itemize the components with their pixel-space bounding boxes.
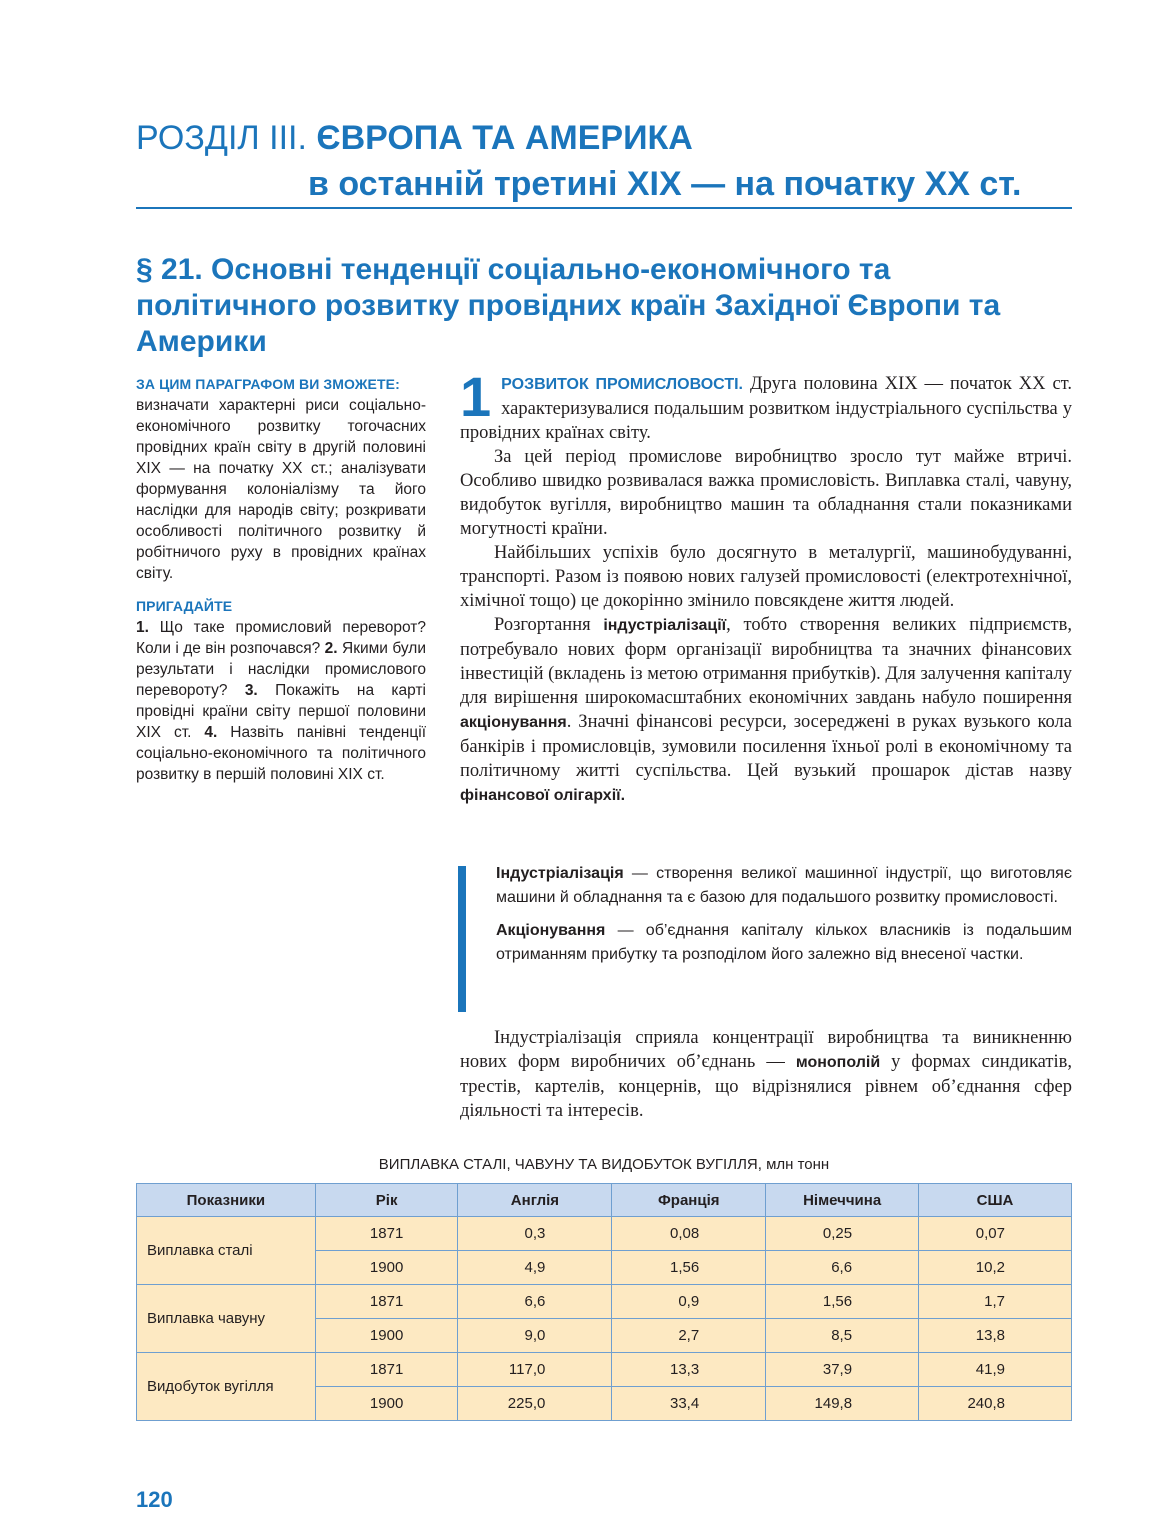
definition-text: — створення великої машинної індустрії, що виготовляє машини й обладнання та є базою для подальшого розвитку промисловості. [496, 865, 1072, 906]
definitions-bar [458, 866, 466, 1012]
cell-year: 1871 [315, 1285, 458, 1319]
term-financial-oligarchy: фінансової олігархії. [460, 787, 626, 804]
chapter-divider [136, 207, 1072, 209]
header-france: Франція [612, 1184, 766, 1217]
table-row [137, 1285, 1072, 1319]
definition-text: — об’єднання капіталу кількох власників із подальшим отриманням прибутку та розподілом його залежно від внесеної частки. [496, 922, 1072, 963]
cell-value: 6,6 [766, 1251, 919, 1285]
table-row [137, 1353, 1072, 1387]
paragraph-5 [460, 1026, 1072, 1123]
cell-value: 33,4 [612, 1387, 766, 1421]
cell-year: 1900 [315, 1387, 458, 1421]
table-header-row [137, 1184, 1072, 1217]
text-run: , тобто створення великих підприємств, потребувало нових форм організації виробництва та значних фінансових інвестицій (вкладень із метою отримання прибутків). Для залучення капіталу для вирішення широкомасштабних економічних завдань набуло поширення [460, 615, 1073, 708]
goals-heading: ЗА ЦИМ ПАРАГРАФОМ ВИ ЗМОЖЕТЕ: [136, 376, 400, 392]
term-shareholding: акціонування [460, 714, 567, 731]
recall-num: 1. [136, 619, 149, 636]
header-indicator: Показники [137, 1184, 316, 1217]
paragraph-1-text: Друга половина ХІХ — початок ХХ ст. характеризувалися подальшим розвитком індустріального суспільства у провідних країнах світу. [460, 374, 1072, 443]
term-industrialization: індустріалізації [603, 617, 727, 634]
recall-question: Назвіть панівні тенденції соціально-економічного та політичного розвитку в першій половині ХІХ ст. [136, 724, 426, 783]
cell-value: 1,56 [612, 1251, 766, 1285]
recall-block [136, 596, 426, 785]
cell-value: 4,9 [458, 1251, 612, 1285]
cell-value: 0,9 [612, 1285, 766, 1319]
chapter-title-line1 [136, 118, 1076, 158]
text-run: Розгортання [494, 615, 604, 635]
cell-value: 0,07 [919, 1217, 1072, 1251]
recall-num: 2. [324, 640, 338, 657]
paragraph-title: § 21. Основні тенденції соціально-економічного та політичного розвитку провідних країн Західної Європи та Америки [136, 253, 1001, 358]
row-label: Видобуток вугілля [137, 1353, 316, 1421]
goals-text: визначати характерні риси соціально-економічного розвитку тогочасних провідних країн світу в другій половині ХІХ — на початку ХХ ст.; аналізувати формування колоніалізму та його наслідки для народів світу; розкривати особливості політичного розвитку й робітничого руху в провідних країнах світу. [136, 397, 426, 582]
text-run: . Значні фінансові ресурси, зосереджені в руках вузького кола банкірів і промисловців, зумовили посилення їхньої ролі в економічному та політичному житті суспільства. Цей вузький прошарок дістав назву [460, 712, 1072, 781]
cell-value: 1,56 [766, 1285, 919, 1319]
cell-year: 1871 [315, 1353, 458, 1387]
goals-block [136, 374, 426, 584]
paragraph-2: За цей період промислове виробництво зросло тут майже втричі. Особливо швидко розвивалася важка промисловість. Виплавка сталі, чавуну, видобуток вугілля, виробництво машин та обладнання стали показниками могутності країни. [460, 447, 1072, 539]
main-text-continued [460, 1026, 1072, 1123]
cell-value: 0,08 [612, 1217, 766, 1251]
page-number: 120 [136, 1487, 173, 1512]
cell-year: 1900 [315, 1251, 458, 1285]
paragraph-4 [460, 613, 1072, 808]
cell-year: 1871 [315, 1217, 458, 1251]
section-heading: РОЗВИТОК ПРОМИСЛОВОСТІ. [501, 376, 743, 393]
header-year: Рік [315, 1184, 458, 1217]
cell-value: 8,5 [766, 1319, 919, 1353]
sidebar [136, 374, 426, 785]
paragraph-3: Найбільших успіхів було досягнуто в металургії, машинобудуванні, транспорті. Разом із появою нових галузей промисловості (електротехнічної, хімічної тощо) це докорінно змінило повсякдене життя людей. [460, 543, 1072, 611]
header-usa: США [919, 1184, 1072, 1217]
recall-num: 4. [204, 724, 218, 741]
table-row [137, 1217, 1072, 1251]
cell-value: 0,25 [766, 1217, 919, 1251]
text-run: у формах синдикатів, трестів, картелів, концернів, що відрізнялися рівнем об’єднання сфер діяльності та інтересів. [460, 1052, 1072, 1121]
table-caption: ВИПЛАВКА СТАЛІ, ЧАВУНУ ТА ВИДОБУТОК ВУГІЛЛЯ, млн тонн [378, 1156, 830, 1173]
definitions-box [458, 862, 1072, 976]
recall-question: Покажіть на карті провідні країни світу першої половини ХІХ ст. [136, 682, 426, 741]
cell-value: 13,8 [919, 1319, 1072, 1353]
cell-value: 149,8 [766, 1387, 919, 1421]
chapter-prefix: РОЗДІЛ III. [136, 119, 317, 157]
recall-question: Якими були результати і наслідки промислового перевороту? [136, 640, 426, 699]
cell-value: 10,2 [919, 1251, 1072, 1285]
definition [496, 862, 1072, 910]
cell-value: 13,3 [612, 1353, 766, 1387]
recall-num: 3. [244, 682, 258, 699]
cell-value: 1,7 [919, 1285, 1072, 1319]
cell-value: 0,3 [458, 1217, 612, 1251]
cell-value: 37,9 [766, 1353, 919, 1387]
cell-value: 117,0 [458, 1353, 612, 1387]
chapter-subtitle: в останній третині ХІХ — на початку ХХ ст. [308, 165, 1022, 203]
recall-questions [136, 617, 426, 785]
main-text [460, 365, 1073, 808]
production-table [136, 1183, 1072, 1421]
text-run: Індустріалізація сприяла концентрації виробництва та виникненню нових форм виробничих об’єднань — [460, 1028, 1072, 1072]
header-england: Англія [458, 1184, 612, 1217]
definition-term: Індустріалізація [496, 865, 624, 882]
term-monopolies: монополій [795, 1054, 881, 1071]
header-germany: Німеччина [766, 1184, 919, 1217]
recall-question: Що таке промисловий переворот? Коли і де він розпочався? [136, 619, 426, 657]
paragraph-1 [460, 365, 1072, 445]
cell-year: 1900 [315, 1319, 458, 1353]
row-label: Виплавка чавуну [137, 1285, 316, 1353]
cell-value: 41,9 [919, 1353, 1072, 1387]
definition [496, 919, 1072, 967]
recall-heading: ПРИГАДАЙТЕ [136, 598, 233, 614]
cell-value: 2,7 [612, 1319, 766, 1353]
cell-value: 225,0 [458, 1387, 612, 1421]
chapter-header [136, 118, 1076, 204]
definition-term: Акціонування [496, 922, 606, 939]
row-label: Виплавка сталі [137, 1217, 316, 1285]
cell-value: 9,0 [458, 1319, 612, 1353]
cell-value: 6,6 [458, 1285, 612, 1319]
chapter-title: ЄВРОПА ТА АМЕРИКА [316, 119, 693, 157]
section-number: 1 [460, 365, 492, 428]
cell-value: 240,8 [919, 1387, 1072, 1421]
